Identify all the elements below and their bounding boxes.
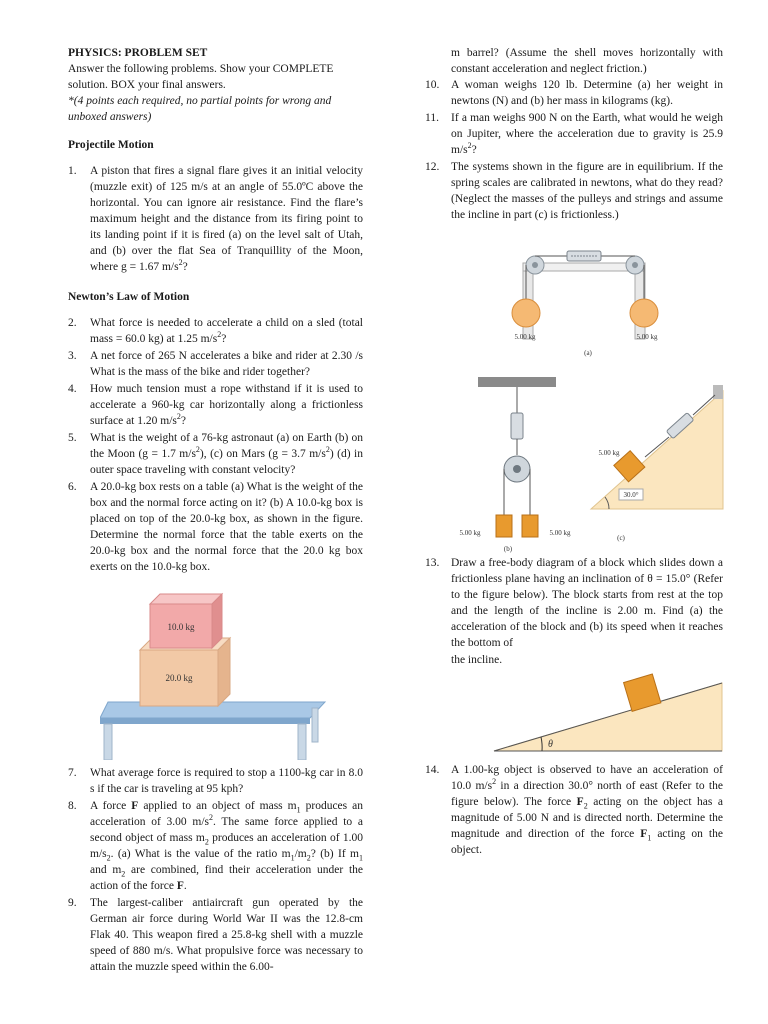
fig-c-angle-label: 30.0°	[623, 491, 639, 499]
problem-8: 8. A force F applied to an object of mass $m_1$ produces an acceleration of 3.00 $m/s^2$. The same force applied to a second object of mass $m_2$ produces an acceleration of 1.00 $m/s_2$. (a) What is the value of the ratio $m_1/m_2$? (b) If $m_1$ and $m_2$ are combined, find their acceleration under the action of the force F.	[68, 800, 363, 892]
section-projectile-motion: Projectile Motion	[68, 139, 154, 151]
fig-b-right-mass-label: 5.00 kg	[549, 529, 571, 537]
fig-b-left-mass-label: 5.00 kg	[459, 529, 481, 537]
table-leg-right	[298, 724, 306, 760]
problem-9: 9. The largest-caliber antiaircraft gun operated by the German air force during World War II was the 12.8-cm Flak 40. This weapon fired a 25.8-kg shell with a muzzle speed of 880 m/s. What propulsive force was necessary to attain the muzzle speed within the 6.00-	[68, 897, 363, 973]
fig-a-right-mass-label: 5.00 kg	[636, 333, 658, 341]
table-leg-left	[104, 724, 112, 760]
problem-5: 5. What is the weight of a 76-kg astronaut (a) on Earth (b) on the Moon (g = 1.7 $m/s^2$), (c) on Mars (g = 3.7 $m/s^2$) (d) in outer space traveling with constant velocity?	[68, 432, 363, 476]
fig-a-label: (a)	[584, 349, 592, 357]
section-newtons-law: Newton’s Law of Motion	[68, 291, 190, 303]
problem-12: 12. The systems shown in the figure are in equilibrium. If the spring scales are calibrated in newtons, what do they read? (Neglect the masses of the pulleys and strings and assume the incline in part (c) is frictionless.)	[425, 161, 723, 221]
problem-1: 1. A piston that fires a signal flare gives it an initial velocity (muzzle exit) of 125 m/s at an angle of 55.0ºC above the horizontal. You can ignore air resistance. Find the flare’s maximum height and the distance from its firing point to its landing point if it is fired (a) on the level salt of Utah, and (b) over the flat Sea of Tranquillity of the Moon, where g = 1.67 $m/s^2$?	[68, 165, 363, 273]
left-block-b	[496, 515, 512, 537]
box-top-top-face	[150, 594, 222, 604]
problem-14: 14. A 1.00-kg object is observed to have an acceleration of 10.0 $m/s^2$ in a direction 30.0° north of east (Refer to the figure below). The force $F_2$ acting on the object has a magnitude of 5.00 N and is directed north. Determine the magnitude and direction of the force $F_1$ acting on the object.	[425, 764, 723, 856]
fig-c-mass-label: 5.00 kg	[598, 449, 620, 457]
box-top-side-face	[212, 594, 222, 648]
problem-2: 2. What force is needed to accelerate a child on a sled (total mass = 60.0 kg) at 1.25 $m/s^2$?	[68, 317, 363, 345]
problem-7: 7. What average force is required to stop a 1100-kg car in 8.0 s if the car is traveling at 95 kph?	[68, 767, 363, 795]
spring-scale-b	[511, 413, 523, 439]
grading-note: *(4 points each required, no partial points for wrong and unboxed answers)	[68, 95, 332, 123]
problem-number: 1.	[68, 165, 77, 177]
fig-c-label: (c)	[617, 534, 625, 542]
box-bottom-label: 20.0 kg	[165, 673, 193, 683]
table-leg-back	[312, 708, 318, 742]
incline-angle-label: θ	[548, 739, 553, 750]
right-column-mid	[425, 555, 723, 668]
fig-b-label: (b)	[503, 545, 513, 553]
wall-peg	[713, 385, 723, 399]
problem-4: 4. How much tension must a rope withstand if it is used to accelerate a 960-kg car horizontally along a frictionless surface at 1.20 $m/s^2$?	[68, 383, 363, 427]
ceiling	[478, 377, 556, 387]
stacked-boxes-figure	[100, 590, 330, 760]
right-column-lower	[425, 762, 723, 859]
right-block-b	[522, 515, 538, 537]
right-column	[425, 45, 723, 224]
problem-11: 11. If a man weighs 900 N on the Earth, what would he weigh on Jupiter, where the acceleration due to gravity is 25.9 $m/s^2$?	[425, 112, 723, 156]
figure-b-hanging-pulley	[450, 375, 580, 555]
table-edge	[100, 718, 310, 724]
box-top-label: 10.0 kg	[167, 622, 195, 632]
fig-a-left-mass-label: 5.00 kg	[514, 333, 536, 341]
problem-13: 13. Draw a free-body diagram of a block which slides down a frictionless plane having an inclination of θ = 15.0° (Refer to the figure below). The block starts from rest at the top and the length of the incline is 2.00 m. Find (a) the acceleration of the block and (b) its speed when it reaches the bottom of	[425, 557, 723, 649]
figure-a-pulley-system	[495, 245, 675, 360]
problem-10: 10. A woman weighs 120 lb. Determine (a) her weight in newtons (N) and (b) her mass in kilograms (kg).	[425, 79, 723, 107]
incline-figure	[490, 665, 725, 755]
right-mass-ball	[630, 299, 658, 327]
left-column	[68, 45, 363, 576]
instructions: Answer the following problems. Show your COMPLETE solution. BOX your final answers.	[68, 63, 334, 91]
left-mass-ball	[512, 299, 540, 327]
problem-6: 6. A 20.0-kg box rests on a table (a) What is the weight of the box and the normal force acting on it? (b) A 10.0-kg box is placed on top of the 20.0-kg box, as shown in the figure. Determine the normal force that the table exerts on the 20.0-kg box and the normal force that the 20.0 kg box exerts on the 10.0-kg box.	[68, 481, 363, 573]
problem-9-continued: m barrel? (Assume the shell moves horizontally with constant acceleration and neglect friction.)	[451, 47, 723, 75]
figure-c-incline	[585, 375, 725, 545]
box-bottom-side-face	[218, 638, 230, 706]
left-column-lower	[68, 765, 363, 976]
problem-13-continued: the incline.	[451, 654, 503, 666]
problem-3: 3. A net force of 265 N accelerates a bike and rider at 2.30 /s What is the mass of the bike and rider together?	[68, 350, 363, 378]
document-title: PHYSICS: PROBLEM SET	[68, 47, 208, 59]
